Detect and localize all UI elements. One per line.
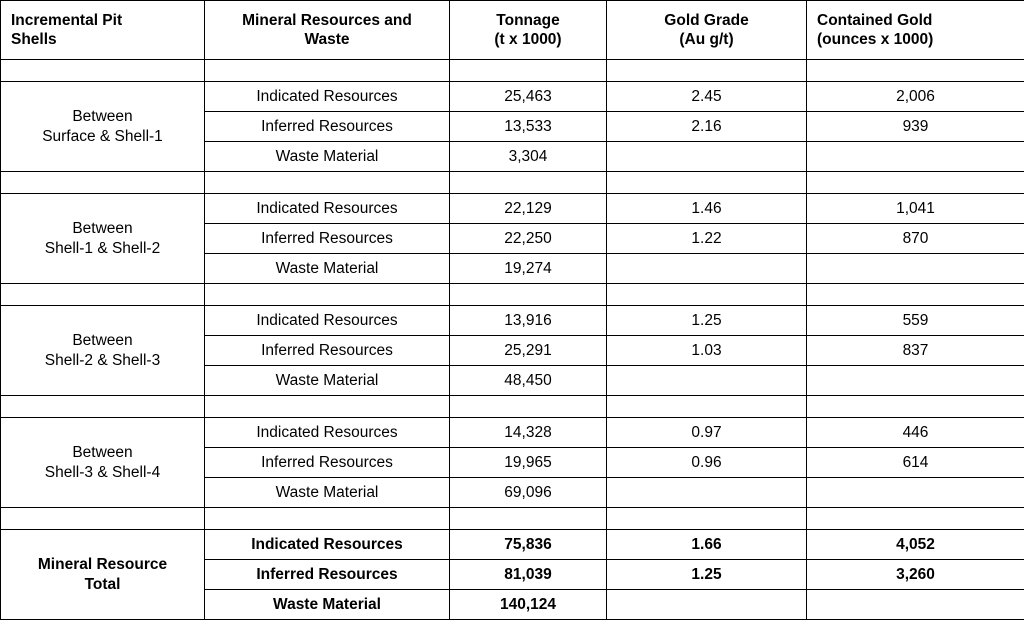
spacer-row: [1, 172, 1024, 194]
table-row: [1, 194, 1024, 224]
grade-cell: [607, 478, 807, 508]
category-cell: Indicated Resources: [205, 530, 450, 560]
column-header-tonnage: [450, 1, 607, 60]
spacer-cell: [205, 172, 450, 194]
column-header-gold-grade: [607, 1, 807, 60]
column-header-contained-gold: [807, 1, 1024, 60]
grade-cell: 1.03: [607, 336, 807, 366]
category-cell: Inferred Resources: [205, 336, 450, 366]
tonnage-cell: 25,463: [450, 82, 607, 112]
category-cell: Inferred Resources: [205, 112, 450, 142]
group-label-cell-total: [1, 530, 205, 620]
spacer-cell: [450, 60, 607, 82]
header-line: Mineral Resources and: [242, 11, 412, 29]
header-line: Contained Gold: [817, 11, 933, 29]
spacer-row: [1, 508, 1024, 530]
tonnage-cell: 3,304: [450, 142, 607, 172]
spacer-cell: [607, 508, 807, 530]
group-label-line: Total: [84, 575, 121, 593]
header-line: (Au g/t): [679, 31, 734, 48]
contained-gold-cell: 559: [807, 306, 1024, 336]
grade-cell: 1.25: [607, 560, 807, 590]
group-label-line: Shell-1 & Shell-2: [44, 239, 161, 257]
contained-gold-cell: [807, 254, 1024, 284]
spacer-row: [1, 396, 1024, 418]
spacer-cell: [205, 508, 450, 530]
category-cell: Inferred Resources: [205, 560, 450, 590]
header-line: Shells: [11, 31, 57, 48]
spacer-cell: [1, 508, 205, 530]
tonnage-cell: 81,039: [450, 560, 607, 590]
table-row-total: [1, 530, 1024, 560]
spacer-cell: [1, 60, 205, 82]
category-cell: Waste Material: [205, 478, 450, 508]
spacer-cell: [450, 172, 607, 194]
spacer-cell: [607, 396, 807, 418]
spacer-row: [1, 60, 1024, 82]
group-label-line: Surface & Shell-1: [42, 127, 163, 145]
spacer-cell: [450, 284, 607, 306]
spacer-cell: [807, 508, 1024, 530]
header-line: Incremental Pit: [11, 11, 123, 29]
header-row: [1, 1, 1024, 60]
spacer-cell: [450, 508, 607, 530]
header-line: Gold Grade: [664, 11, 749, 29]
grade-cell: [607, 254, 807, 284]
grade-cell: [607, 142, 807, 172]
contained-gold-cell: [807, 366, 1024, 396]
spacer-cell: [1, 172, 205, 194]
tonnage-cell: 13,533: [450, 112, 607, 142]
spacer-cell: [607, 60, 807, 82]
spacer-cell: [1, 284, 205, 306]
contained-gold-cell: 614: [807, 448, 1024, 478]
contained-gold-cell: [807, 590, 1024, 620]
category-cell: Indicated Resources: [205, 82, 450, 112]
contained-gold-cell: 4,052: [807, 530, 1024, 560]
spacer-cell: [607, 172, 807, 194]
tonnage-cell: 19,274: [450, 254, 607, 284]
column-header-incremental-pit-shells: [1, 1, 205, 60]
contained-gold-cell: 2,006: [807, 82, 1024, 112]
spacer-cell: [205, 284, 450, 306]
group-label-line: Between: [72, 220, 133, 238]
category-cell: Indicated Resources: [205, 306, 450, 336]
tonnage-cell: 13,916: [450, 306, 607, 336]
grade-cell: 1.66: [607, 530, 807, 560]
group-label-cell: [1, 194, 205, 284]
tonnage-cell: 25,291: [450, 336, 607, 366]
spacer-cell: [205, 396, 450, 418]
tonnage-cell: 19,965: [450, 448, 607, 478]
spacer-cell: [807, 60, 1024, 82]
group-label-line: Between: [72, 108, 133, 126]
category-cell: Waste Material: [205, 142, 450, 172]
contained-gold-cell: 3,260: [807, 560, 1024, 590]
spacer-cell: [807, 172, 1024, 194]
group-label-cell: [1, 306, 205, 396]
spacer-cell: [807, 396, 1024, 418]
group-label-line: Shell-3 & Shell-4: [44, 463, 161, 481]
contained-gold-cell: 837: [807, 336, 1024, 366]
spacer-cell: [807, 284, 1024, 306]
group-label-cell: [1, 82, 205, 172]
contained-gold-cell: 446: [807, 418, 1024, 448]
tonnage-cell: 140,124: [450, 590, 607, 620]
group-label-line: Between: [72, 444, 133, 462]
contained-gold-cell: [807, 142, 1024, 172]
tonnage-cell: 22,129: [450, 194, 607, 224]
tonnage-cell: 69,096: [450, 478, 607, 508]
category-cell: Inferred Resources: [205, 448, 450, 478]
group-label-cell: [1, 418, 205, 508]
category-cell: Indicated Resources: [205, 418, 450, 448]
grade-cell: 0.96: [607, 448, 807, 478]
group-label-line: Between: [72, 332, 133, 350]
spacer-row: [1, 284, 1024, 306]
grade-cell: 1.22: [607, 224, 807, 254]
category-cell: Waste Material: [205, 590, 450, 620]
spacer-cell: [450, 396, 607, 418]
category-cell: Inferred Resources: [205, 224, 450, 254]
contained-gold-cell: 870: [807, 224, 1024, 254]
tonnage-cell: 14,328: [450, 418, 607, 448]
grade-cell: 1.46: [607, 194, 807, 224]
grade-cell: 0.97: [607, 418, 807, 448]
column-header-mineral-resources-and-waste: [205, 1, 450, 60]
spacer-cell: [205, 60, 450, 82]
group-label-line: Shell-2 & Shell-3: [44, 351, 161, 369]
grade-cell: 2.45: [607, 82, 807, 112]
spacer-cell: [607, 284, 807, 306]
table-row: [1, 306, 1024, 336]
group-label-line: Mineral Resource: [37, 556, 168, 574]
grade-cell: [607, 366, 807, 396]
table-body: [1, 60, 1024, 620]
header-line: (ounces x 1000): [817, 31, 934, 48]
grade-cell: [607, 590, 807, 620]
tonnage-cell: 48,450: [450, 366, 607, 396]
header-line: (t x 1000): [494, 31, 562, 48]
tonnage-cell: 22,250: [450, 224, 607, 254]
contained-gold-cell: [807, 478, 1024, 508]
table-header: [1, 1, 1024, 60]
header-line: Tonnage: [496, 11, 560, 29]
contained-gold-cell: 939: [807, 112, 1024, 142]
grade-cell: 2.16: [607, 112, 807, 142]
spacer-cell: [1, 396, 205, 418]
table-row: [1, 82, 1024, 112]
category-cell: Waste Material: [205, 366, 450, 396]
tonnage-cell: 75,836: [450, 530, 607, 560]
category-cell: Waste Material: [205, 254, 450, 284]
contained-gold-cell: 1,041: [807, 194, 1024, 224]
table-row: [1, 418, 1024, 448]
header-line: Waste: [304, 31, 350, 48]
grade-cell: 1.25: [607, 306, 807, 336]
category-cell: Indicated Resources: [205, 194, 450, 224]
